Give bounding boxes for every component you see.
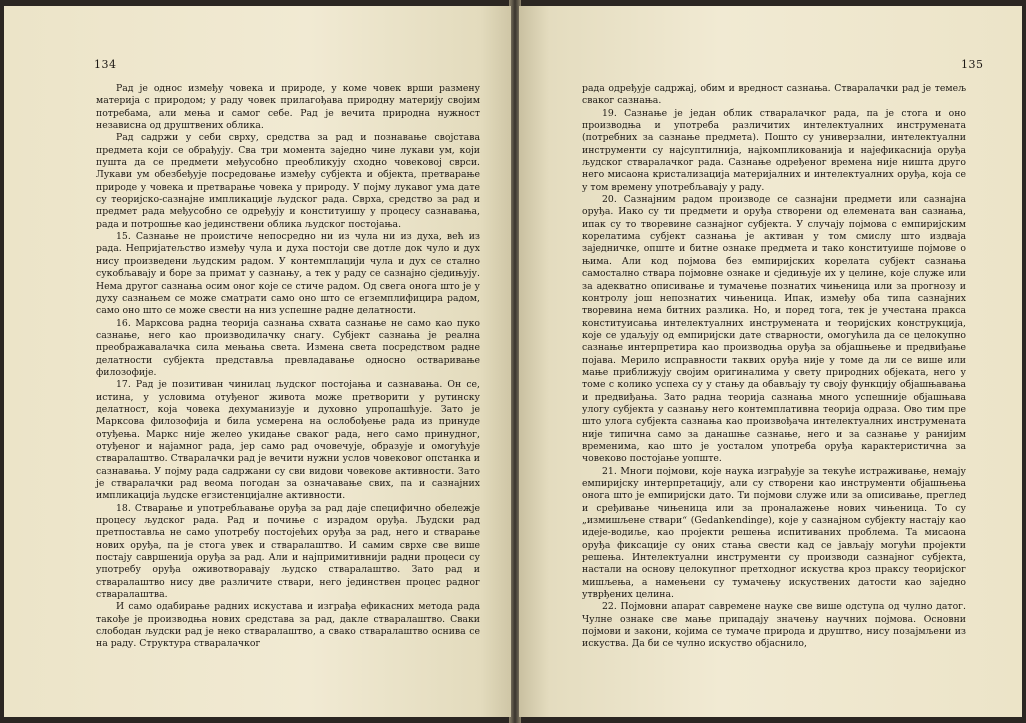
paragraph: 15. Сазнање не проистиче непосредно ни из чула ни из духа, већ из рада. Непријатељство између чула и духа постоји све дотле док чуло и дух нису произведени људским радом. У контемплацији чула и дух се стално сукобљавају и боре за примат у сазнању, а тек у раду се сазнајно сједињују. Нема другог сазнања осим оног које се стиче радом. Од свега онога што је у духу сазнањем се може сматрати само оно што се егземплифицира радом, само оно што се може свести на низ успешне радне делатности. [96,231,480,317]
right-page-text [582,83,966,651]
left-page-text [96,83,480,651]
paragraph: 22. Појмовни апарат савремене науке све више одступа од чулно датог. Чулне ознаке све мање припадају значењу научних појмова. Основни појмови и закони, којима се тумаче природа и друштво, нису позајмљени из искуства. Да би се чулно искуство објаснило, [582,601,966,650]
paragraph: Рад је однос између човека и природе, у коме човек врши размену материја с природом; у раду човек прилагођава природну материју својим потребама, али мења и самог себе. Рад је вечита природна нужност независна од друштвених облика. [96,83,480,132]
left-page [4,6,511,717]
paragraph: 20. Сазнајним радом производе се сазнајни предмети или сазнајна оруђа. Иако су ти предмети и оруђа створени од елемената ван сазнања, ипак су то творевине сазнајног субјекта. У случају појмова с емпиријским корелатима субјект сазнања је активан у том смислу што издваја заједничке, опште и битне ознаке предмета и тако конституише појмове о њима. Али код појмова без емпиријских корелата субјект сазнања самостално ствара појмовне ознаке и сједињује их у целине, које служе или за адекватно описивање и тумачење познатих чињеница или за прогнозу и контролу још непознатих чињеница. Ипак, између оба типа сазнајних творевина нема битних разлика. Но, и поред тога, тек је учестана пракса конституисања интелектуалних инструмената и теоријских конструкција, које се удаљују од емпиријски дате стварности, омогућила да се целокупно сазнање интерпретира као производња оруђа за објашњење и предвиђање појава. Мерило исправности таквих оруђа није у томе да ли се више или мање приближују својим оригиналима у свету природних објеката, него у томе с колико успеха су у стању да обављају ту своју функцију објашњавања и предвиђања. Зато радна теорија сазнања много успешније објашњава улогу субјекта у сазнању него контемплативна теорија одраза. Ово тим пре што улога субјекта сазнања као произвођача интелектуалних инструмената није типична само за данашње сазнање, него и за сазнање у ранијим временима, као што је уосталом употреба оруђа карактеристична за човеково постојање уопште. [582,194,966,465]
right-page-number: 135 [961,58,984,71]
left-page-number: 134 [94,58,117,71]
paragraph: 21. Многи појмови, које наука изграђује за текуће истраживање, немају емпиријску интерпретацију, али су створени као инструменти објашњења онога што је емпиријски дато. Ти појмови служе или за описивање, преглед и сређивање чињеница или за проналажење нових чињеница. То су „измишљене ствари“ (Gedankendinge), које у сазнајном субјекту настају као идеје-водиље, као пројекти решења испитиваних проблема. Та мисаона оруђа фиксације су оних стања свести кад се јављају могући пројекти решења. Интелектуални инструменти су производи сазнајног субјекта, настали на основу целокупног претходног искуства кроз праксу теоријског мишљења, а намењени су тумачењу искуствених датости као заједно утврђених целина. [582,465,966,601]
paragraph: 19. Сазнање је један облик стваралачког рада, па је стога и оно производња и употреба различитих интелектуалних инструмената (потребних за сазнање предмета). Пошто су универзални, интелектуални инструменти су најсуптилнија, најкомпликованија и најефикаснија оруђа људског стваралачког рада. Сазнање одређеног времена није ништа друго него мисаона кристализација материјалних и интелектуалних оруђа, која се у том времену употребљавају у раду. [582,107,966,193]
right-page [519,6,1022,717]
paragraph: Рад садржи у себи сврху, средства за рад и познавање својстава предмета који се обрађују. Сва три момента заједно чине лукави ум, који пушта да се предмети међусобно преобликују сходно човековој сврси. Лукави ум обезбеђује посредовање између субјекта и објекта, претварање природе у човека и претварање човека у природу. У појму лукавог ума дате су теоријско-сазнајне импликације људског рада. Сврха, средство за рад и предмет рада међусобно се одређују и конституишу у процесу сазнавања, рада и потрошње као јединствени облика људског постојања. [96,132,480,230]
paragraph: 18. Стварање и употребљавање оруђа за рад даје специфично обележје процесу људског рада. Рад и почиње с израдом оруђа. Људски рад претпоставља не само употребу постојећих оруђа за рад, него и стварање нових оруђа, па је стога увек и стваралаштво. И самим сврхе све више постају савршенија оруђа за рад. Али и најпримитивнији радни процеси су употребу оруђа оживотворавају људско стваралаштво. Зато рад и стваралаштво нису две различите ствари, него јединствен процес радног стваралаштва. [96,502,480,601]
paragraph: И само одабирање радних искустава и изграђа ефикасних метода рада такође је производња нових средстава за рад, дакле стваралаштво. Сваки слободан људски рад је неко стваралаштво, а свако стваралаштво оснива се на раду. Структура стваралачког [96,601,480,650]
paragraph: 17. Рад је позитиван чинилац људског постојања и сазнавања. Он се, истина, у условима отуђеног живота може претворити у рутинску делатност, која човека дехуманизује и духовно упропашћује. Зато је Марксова филозофија и била усмерена на ослобођење рада из принуде отуђења. Маркс није желео укидање сваког рада, него само принудног, отуђеног и најамног рада, јер само рад очовечује, образује и омогућује стваралаштво. Стваралачки рад је вечити нужни услов човековог опстанка и сазнавања. У појму рада садржани су сви видови човекове активности. Зато је стваралачки рад веома погодан за означавање свих, па и сазнајних импликација људске егзистенцијалне активности. [96,379,480,502]
paragraph: 16. Марксова радна теорија сазнања схвата сазнање не само као пуко сазнање, него као производилачку снагу. Субјект сазнања је реална преображавалачка сила мењања света. Измена света посредством радне делатности субјекта представља превладавање односно остваривање филозофије. [96,317,480,378]
continued-paragraph: рада одређује садржај, обим и вредност сазнања. Стваралачки рад је темељ сваког сазнања. [582,83,966,107]
